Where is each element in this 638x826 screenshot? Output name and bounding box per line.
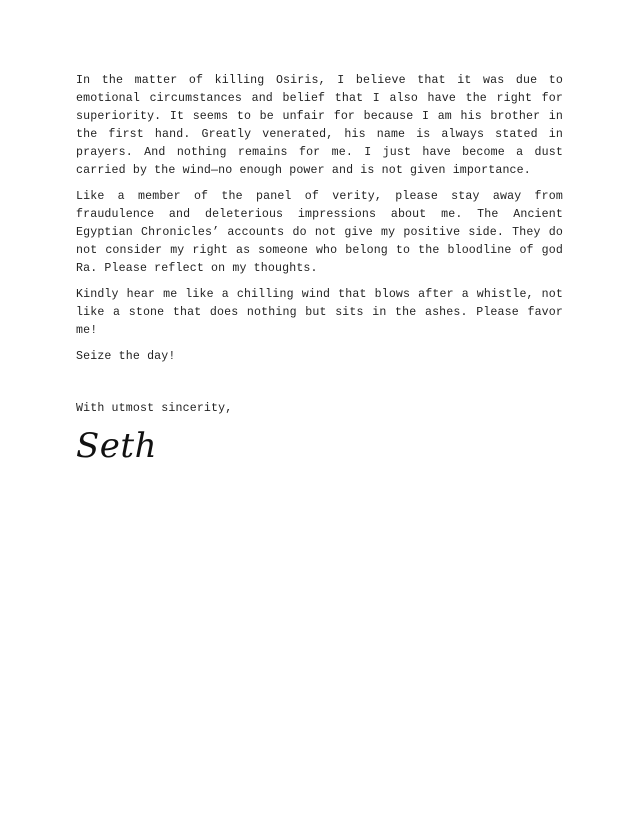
closing-line: With utmost sincerity, <box>76 402 233 415</box>
letter-body <box>76 72 563 466</box>
signature: Seth <box>76 426 157 466</box>
spacer <box>76 374 563 400</box>
paragraph-1: In the matter of killing Osiris, I believe that it was due to emotional circumstances and belief that I also have the right for superiority. It seems to be unfair for because I am his brother in the first hand. Greatly venerated, his name is always stated in prayers. And nothing remains for me. I just have become a dust carried by the wind—no enough power and is not given importance. <box>76 74 563 177</box>
paragraph-4: Seize the day! <box>76 350 176 363</box>
paragraph-3: Kindly hear me like a chilling wind that blows after a whistle, not like a stone that does nothing but sits in the ashes. Please favor me! <box>76 288 563 337</box>
paragraph-2: Like a member of the panel of verity, please stay away from fraudulence and deleterious impressions about me. The Ancient Egyptian Chronicles’ accounts do not give my positive side. They do not consider my right as someone who belong to the bloodline of god Ra. Please reflect on my thoughts. <box>76 190 563 275</box>
